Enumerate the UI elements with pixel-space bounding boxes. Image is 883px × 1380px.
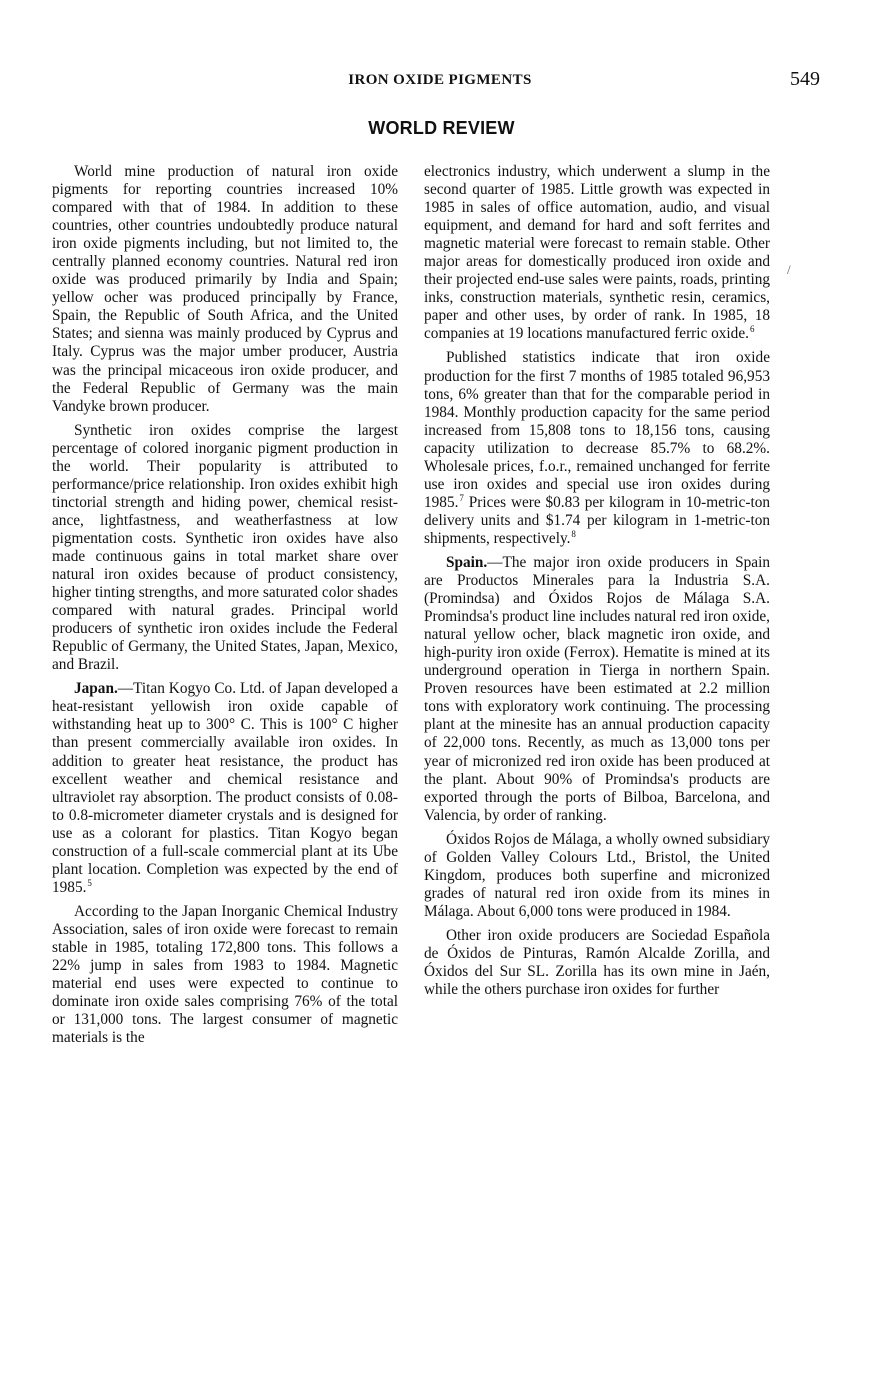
country-heading-japan: Japan. (74, 680, 118, 698)
country-heading-spain: Spain. (446, 553, 488, 571)
spain-text: —The major iron oxide producers in Spain are Productos Minerales para la Industria S.A. (Promindsa) and Óxidos Rojos de Málaga S.A. Promindsa's product line includes natural red iron oxide, natural yellow ocher, black magnetic iron oxide, and high-purity iron oxide (Ferrox). Hematite is mined at its underground operation in Tierga in northern Spain. Proven resources have been estimated at 2.2 million tons with exploratory work continuing. The processing plant at the minesite has an annual production capacity of 22,000 tons. Recently, as much as 13,000 tons per year of micronized red iron oxide has been produced at the plant. About 90% of Promindsa's products are exported through the ports of Bilboa, Barcelona, and Valencia, by order of ranking. (424, 553, 771, 824)
running-title: IRON OXIDE PIGMENTS (348, 72, 532, 88)
section-title: WORLD REVIEW (368, 118, 515, 138)
footnote-ref: 6 (749, 324, 755, 335)
paragraph-world-mine-production: World mine production of natural iron oxide pigments for reporting countries increased 10% compared with that of 1984. In addition to these countries, other countries undoubtedly produce natural iron oxide pigments including, but not limited to, the centrally planned economy countries. Natural red iron oxide was produced primarily by India and Spain; yellow ocher was produced principally by France, Spain, the Republic of South Africa, and the United States; and sienna was mainly produced by Cyprus and Italy. Cyprus was the major umber producer, Austria was the principal micaceous iron oxide producer, and the Federal Republic of Germany was the main Vandyke brown producer. (52, 163, 398, 415)
paragraph-synthetic-iron-oxides: Synthetic iron oxides comprise the largest percentage of colored inorganic pigment production in the world. Their popularity is attributed to performance/price relationship. Iron oxides exhibit high tinctorial strength and hiding power, chemical resistance, lightfastness, and weatherfastness at low pigmentation costs. Synthetic iron oxides have also made continuous gains in total market share over natural iron oxides because of product consistency, higher tinting strengths, and more saturated color shades compared with natural grades. Principal world producers of synthetic iron oxides include the Federal Republic of Germany, the United States, Japan, Mexico, and Brazil. (52, 421, 398, 674)
right-column (424, 163, 770, 1005)
paragraph-electronics-continued (424, 163, 770, 343)
footnote-ref: 7 (459, 492, 464, 503)
running-header (60, 68, 820, 94)
page-number: 549 (790, 68, 820, 90)
footnote-ref: 5 (87, 877, 92, 888)
paragraph-spain (424, 554, 770, 825)
japan-text: —Titan Kogyo Co. Ltd. of Japan developed a heat-resistant yellowish iron oxide capable of withstanding heat up to 300° C. This is 100° C higher than present commercially available iron oxides. In addition to greater heat resistance, the product has excellent weather and chemical resistance and ultraviolet ray absorption. The product consists of 0.08- to 0.8-micrometer diameter crystals and is designed for use as a colorant for plastics. Titan Kogyo began construction of a full-scale commercial plant at its Ube plant location. Completion was expected by the end of 1985. (52, 680, 398, 896)
statistics-text-b: Prices were $0.83 per kilogram in 10-metric-ton delivery units and $1.74 per kilogram in 1-metric-ton shipments, respectively. (424, 493, 770, 547)
footnote-ref: 8 (571, 528, 576, 539)
left-column (52, 163, 398, 1053)
paragraph-other-producers: Other iron oxide producers are Sociedad Española de Óxidos de Pinturas, Ramón Alcalde Zorilla, and Óxidos del Sur SL. Zorilla has its own mine in Jaén, while the others purchase iron oxides for further (424, 926, 770, 999)
paragraph-published-statistics (424, 349, 770, 548)
statistics-text-a: Published statistics indicate that iron oxide production for the first 7 months of 1985 totaled 96,953 tons, 6% greater than that for the comparable period in 1984. Monthly production capacity for the same period increased from 15,808 tons to 18,156 tons, causing capacity utilization to decrease 85.7% to 68.2%. Wholesale prices, f.o.r., remained unchanged for ferrite use iron oxides and special use iron oxides during 1985. (424, 349, 770, 511)
electronics-text: electronics industry, which underwent a slump in the second quarter of 1985. Little growth was expected in 1985 in sales of office automation, audio, and visual equipment, and demand for hard and soft ferrites and magnetic material were forecast to remain stable. Other major areas for domestically produced iron oxide and their projected end-use sales were paints, roads, printing inks, construction materials, synthetic resin, ceramics, paper and other uses, by order of rank. In 1985, 18 companies at 19 locations manufactured ferric oxide. (424, 163, 770, 343)
margin-mark: / (787, 262, 791, 277)
paragraph-japan-sales: According to the Japan Inorganic Chemical Industry Association, sales of iron oxide were forecast to remain stable in 1985, totaling 172,800 tons. This follows a 22% jump in sales from 1983 to 1984. Magnetic material end uses were expected to continue to dominate iron oxide sales comprising 76% of the total or 131,000 tons. The largest consumer of magnetic materials is the (52, 902, 398, 1047)
paragraph-japan (52, 680, 398, 897)
paragraph-oxidos-rojos: Óxidos Rojos de Málaga, a wholly owned subsidiary of Golden Valley Colours Ltd., Bristol, the United Kingdom, produces both superfine and micronized grades of natural red iron oxide from its mines in Málaga. About 6,000 tons were produced in 1984. (424, 830, 770, 920)
